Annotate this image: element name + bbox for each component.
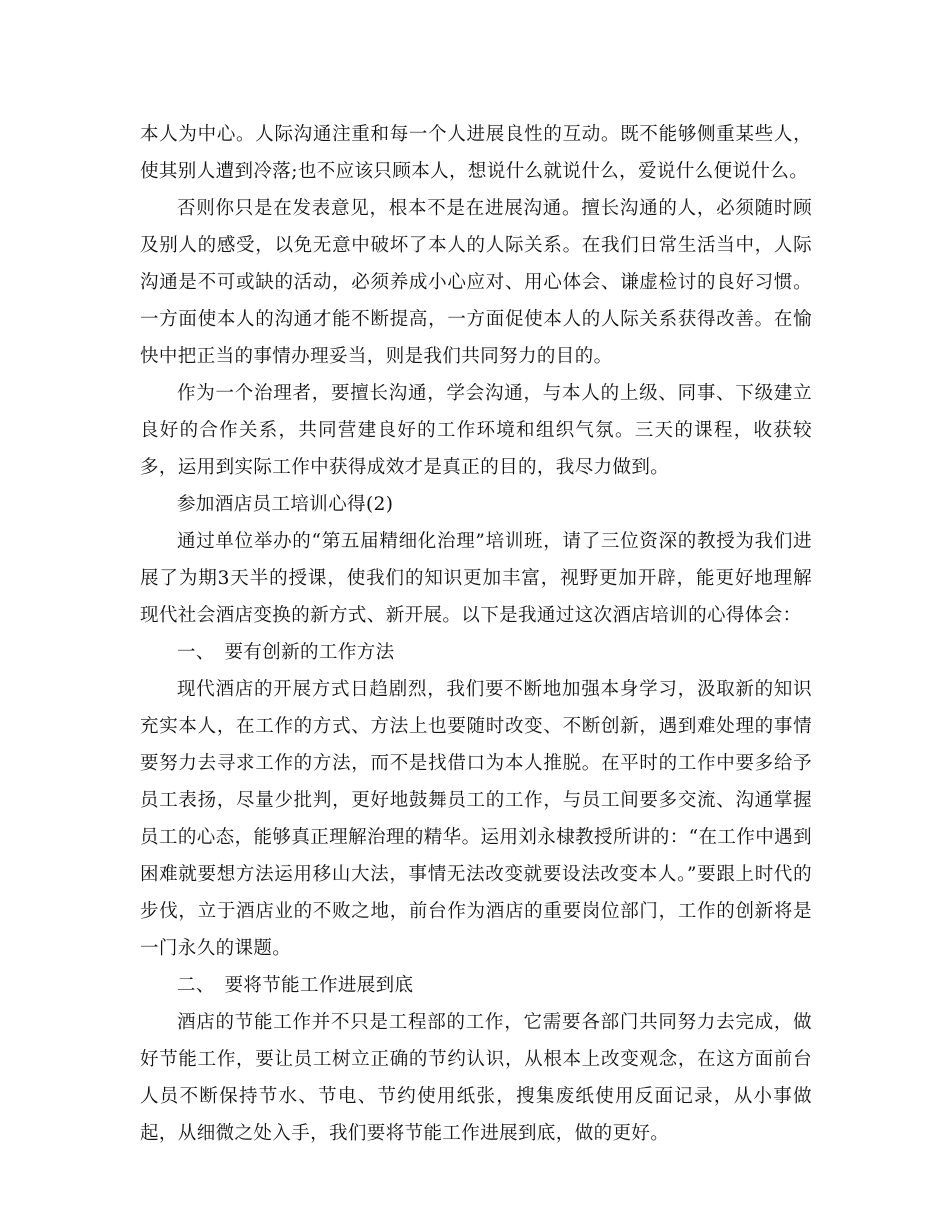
paragraph: 通过单位举办的“第五届精细化治理”培训班，请了三位资深的教授为我们进展了为期3天半的授课，使我们的知识更加丰富，视野更加开辟，能更好地理解现代社会酒店变换的新方式、新开展。以下是我通过这次酒店培训的心得体会：: [140, 531, 812, 626]
paragraph: 本人为中心。人际沟通注重和每一个人进展良性的互动。既不能够侧重某些人，使其别人遭到冷落;也不应该只顾本人，想说什么就说什么，爱说什么便说什么。: [140, 124, 812, 182]
paragraph: 否则你只是在发表意见，根本不是在进展沟通。擅长沟通的人，必须随时顾及别人的感受，以免无意中破坏了本人的人际关系。在我们日常生活当中，人际沟通是不可或缺的活动，必须养成小心应对、用心体会、谦虚检讨的良好习惯。一方面使本人的沟通才能不断提高，一方面促使本人的人际关系获得改善。在愉快中把正当的事情办理妥当，则是我们共同努力的目的。: [140, 198, 812, 367]
section-heading: 一、 要有创新的工作方法: [177, 642, 395, 663]
paragraph: 酒店的节能工作并不只是工程部的工作，它需要各部门共同努力去完成，做好节能工作，要让员工树立正确的节约认识，从根本上改变观念，在这方面前台人员不断保持节水、节电、节约使用纸张，搜集废纸使用反面记录，从小事做起，从细微之处入手，我们要将节能工作进展到底，做的更好。: [140, 1012, 812, 1144]
section-heading: 二、 要将节能工作进展到底: [177, 975, 414, 996]
paragraph: 作为一个治理者，要擅长沟通，学会沟通，与本人的上级、同事、下级建立良好的合作关系，共同营建良好的工作环境和组织气氛。三天的课程，收获较多，运用到实际工作中获得成效才是真正的目的，我尽力做到。: [140, 383, 812, 478]
section-title: 参加酒店员工培训心得(2): [177, 494, 394, 515]
paragraph: 现代酒店的开展方式日趋剧烈，我们要不断地加强本身学习，汲取新的知识充实本人，在工作的方式、方法上也要随时改变、不断创新，遇到难处理的事情要努力去寻求工作的方法，而不是找借口为本人推脱。在平时的工作中要多给予员工表扬，尽量少批判，更好地鼓舞员工的工作，与员工间要多交流、沟通掌握员工的心态，能够真正理解治理的精华。运用刘永棣教授所讲的：“在工作中遇到困难就要想方法运用移山大法，事情无法改变就要设法改变本人。”要跟上时代的步伐，立于酒店业的不败之地，前台作为酒店的重要岗位部门，工作的创新将是一门永久的课题。: [140, 679, 812, 959]
document-body: [140, 116, 812, 1152]
